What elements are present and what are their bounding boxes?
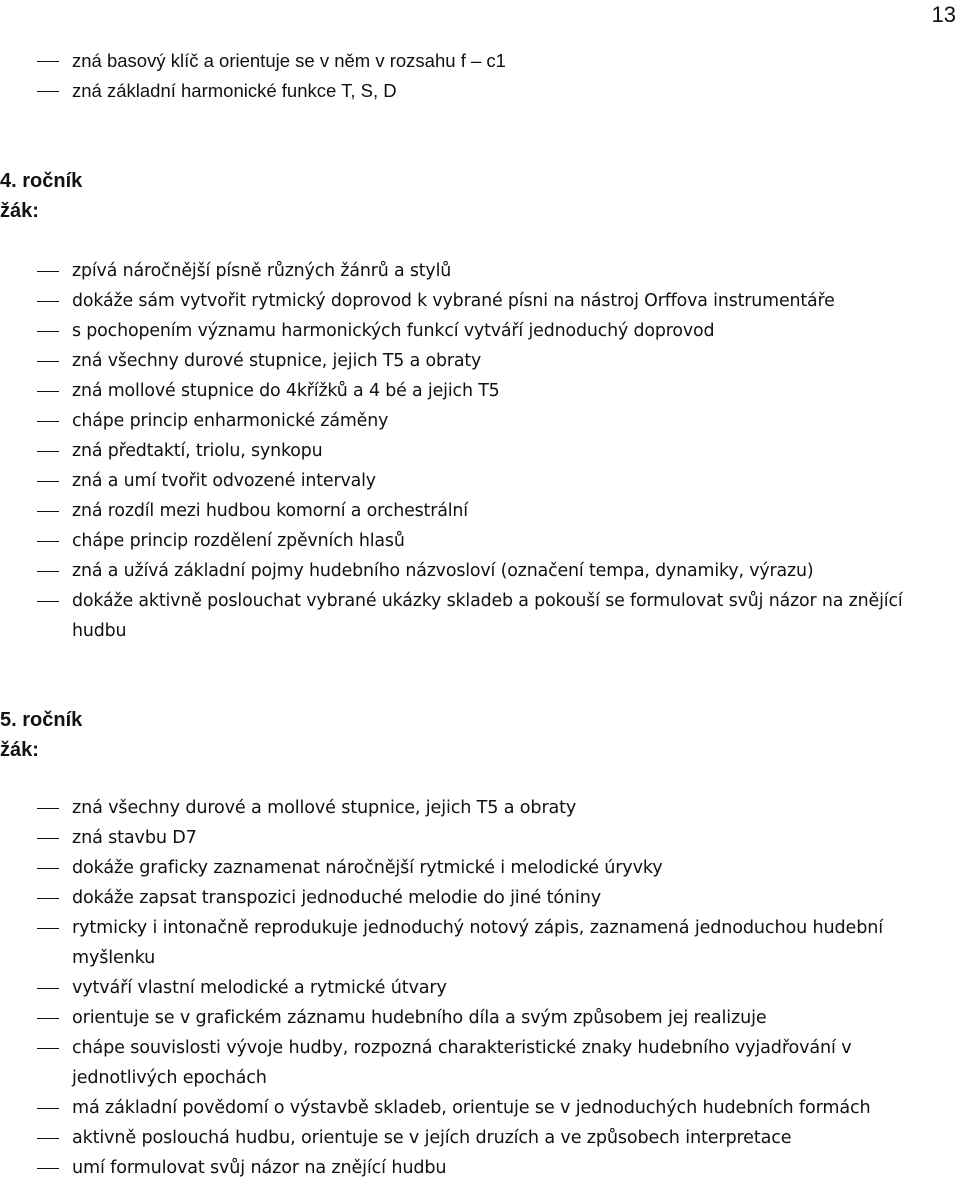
list-item-text: chápe souvislosti vývoje hudby, rozpozná charakteristické znaky hudebního vyjadřování v jednotlivých epochách: [72, 1038, 852, 1088]
grade4-title: 4. ročník: [0, 170, 83, 192]
list-item-text: dokáže graficky zaznamenat náročnější rytmické i melodické úryvky: [72, 858, 663, 878]
dash-bullet-icon: [37, 301, 59, 302]
grade5-heading: [0, 705, 82, 765]
dash-bullet-icon: [37, 451, 59, 452]
list-item: [0, 256, 952, 286]
dash-bullet-icon: [37, 421, 59, 422]
grade5-subtitle: žák:: [0, 739, 39, 761]
list-item: [0, 586, 952, 646]
list-item: [0, 526, 952, 556]
list-item-text: zná mollové stupnice do 4křížků a 4 bé a jejich T5: [72, 381, 500, 401]
list-item: [0, 973, 952, 1003]
list-item-text: zná předtaktí, triolu, synkopu: [72, 441, 323, 461]
dash-bullet-icon: [37, 808, 59, 809]
dash-bullet-icon: [37, 1048, 59, 1049]
list-item-text: zná všechny durové a mollové stupnice, jejich T5 a obraty: [72, 798, 577, 818]
list-item: [0, 346, 952, 376]
list-item: [0, 46, 506, 76]
list-item: [0, 853, 952, 883]
top-list: [0, 46, 506, 106]
list-item: [0, 1123, 952, 1153]
list-item-text: orientuje se v grafickém záznamu hudebního díla a svým způsobem jej realizuje: [72, 1008, 767, 1028]
list-item-text: vytváří vlastní melodické a rytmické útvary: [72, 978, 447, 998]
list-item: [0, 316, 952, 346]
list-item: [0, 793, 952, 823]
page-number: 13: [931, 2, 956, 27]
list-item: [0, 883, 952, 913]
dash-bullet-icon: [37, 988, 59, 989]
dash-bullet-icon: [37, 601, 59, 602]
grade4-heading: [0, 166, 82, 226]
dash-bullet-icon: [37, 838, 59, 839]
dash-bullet-icon: [37, 1018, 59, 1019]
list-item: [0, 1153, 952, 1183]
list-item-text: dokáže aktivně poslouchat vybrané ukázky skladeb a pokouší se formulovat svůj názor na znějící hudbu: [72, 591, 903, 641]
dash-bullet-icon: [37, 1108, 59, 1109]
list-item-text: zná základní harmonické funkce T, S, D: [72, 80, 397, 101]
dash-bullet-icon: [37, 571, 59, 572]
grade5-title: 5. ročník: [0, 709, 83, 731]
dash-bullet-icon: [37, 928, 59, 929]
list-item: [0, 406, 952, 436]
list-item-text: dokáže zapsat transpozici jednoduché melodie do jiné tóniny: [72, 888, 602, 908]
dash-bullet-icon: [37, 1168, 59, 1169]
grade4-subtitle: žák:: [0, 200, 39, 222]
dash-bullet-icon: [37, 898, 59, 899]
list-item: [0, 1003, 952, 1033]
dash-bullet-icon: [37, 1138, 59, 1139]
dash-bullet-icon: [37, 61, 59, 62]
list-item: [0, 466, 952, 496]
list-item-text: zpívá náročnější písně různých žánrů a stylů: [72, 261, 452, 281]
list-item: [0, 436, 952, 466]
list-item-text: zná basový klíč a orientuje se v něm v rozsahu f – c1: [72, 50, 506, 71]
list-item: [0, 76, 506, 106]
grade5-list: [0, 793, 952, 1183]
list-item-text: dokáže sám vytvořit rytmický doprovod k vybrané písni na nástroj Orffova instrumentáře: [72, 291, 835, 311]
list-item: [0, 913, 952, 973]
dash-bullet-icon: [37, 91, 59, 92]
list-item: [0, 496, 952, 526]
list-item-text: umí formulovat svůj názor na znějící hudbu: [72, 1158, 447, 1178]
list-item: [0, 1093, 952, 1123]
list-item-text: zná všechny durové stupnice, jejich T5 a obraty: [72, 351, 482, 371]
list-item-text: zná a užívá základní pojmy hudebního názvosloví (označení tempa, dynamiky, výrazu): [72, 561, 814, 581]
list-item-text: chápe princip enharmonické záměny: [72, 411, 389, 431]
list-item-text: zná a umí tvořit odvozené intervaly: [72, 471, 376, 491]
dash-bullet-icon: [37, 868, 59, 869]
list-item: [0, 1033, 952, 1093]
list-item-text: má základní povědomí o výstavbě skladeb, orientuje se v jednoduchých hudebních formách: [72, 1098, 871, 1118]
list-item-text: rytmicky i intonačně reprodukuje jednoduchý notový zápis, zaznamená jednoduchou hudební myšlenku: [72, 918, 883, 968]
list-item-text: aktivně poslouchá hudbu, orientuje se v jejích druzích a ve způsobech interpretace: [72, 1128, 792, 1148]
dash-bullet-icon: [37, 391, 59, 392]
list-item: [0, 286, 952, 316]
dash-bullet-icon: [37, 541, 59, 542]
list-item: [0, 376, 952, 406]
grade4-list: [0, 256, 952, 646]
list-item-text: chápe princip rozdělení zpěvních hlasů: [72, 531, 405, 551]
dash-bullet-icon: [37, 271, 59, 272]
list-item: [0, 823, 952, 853]
dash-bullet-icon: [37, 481, 59, 482]
dash-bullet-icon: [37, 331, 59, 332]
dash-bullet-icon: [37, 361, 59, 362]
list-item-text: s pochopením významu harmonických funkcí vytváří jednoduchý doprovod: [72, 321, 715, 341]
list-item: [0, 556, 952, 586]
dash-bullet-icon: [37, 511, 59, 512]
list-item-text: zná rozdíl mezi hudbou komorní a orchestrální: [72, 501, 468, 521]
list-item-text: zná stavbu D7: [72, 828, 197, 848]
